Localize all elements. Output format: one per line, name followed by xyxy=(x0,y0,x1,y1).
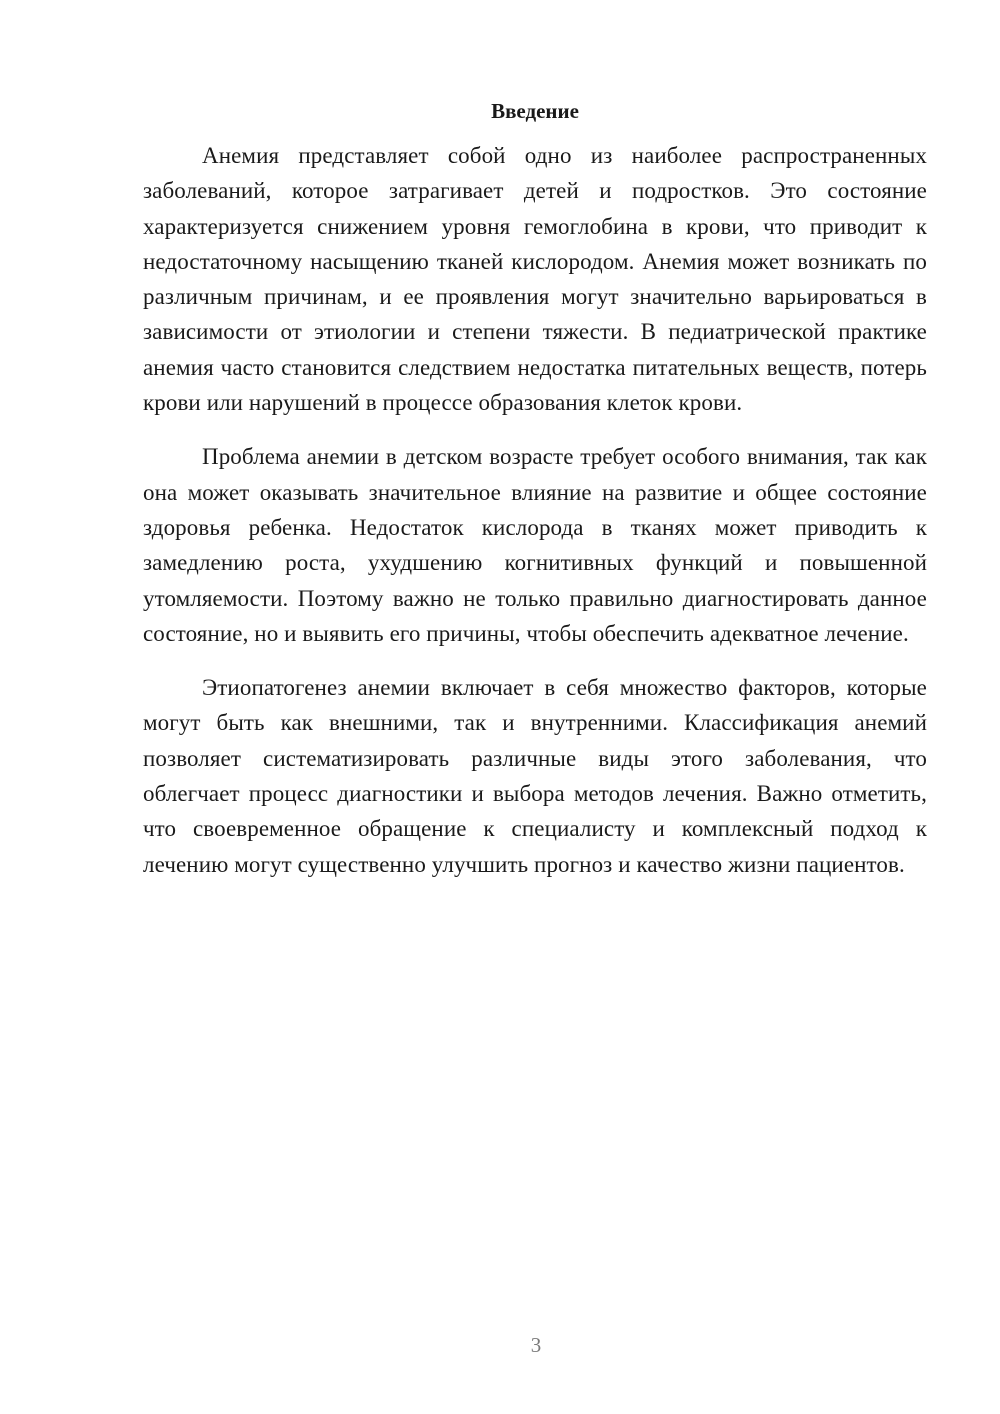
page-content xyxy=(143,94,927,901)
page-number: 3 xyxy=(530,1333,542,1357)
paragraph-2: Проблема анемии в детском возрасте требует особого внимания, так как она может оказывать значительное влияние на развитие и общее состояние здоровья ребенка. Недостаток кислорода в тканях может приводить к замедлению роста, ухудшению когнитивных функций и повышенной утомляемости. Поэтому важно не только правильно диагностировать данное состояние, но и выявить его причины, чтобы обеспечить адекватное лечение. xyxy=(143,444,927,646)
section-heading: Введение xyxy=(491,99,579,123)
paragraph-1: Анемия представляет собой одно из наиболее распространенных заболеваний, которое затрагивает детей и подростков. Это состояние характеризуется снижением уровня гемоглобина в крови, что приводит к недостаточному насыщению тканей кислородом. Анемия может возникать по различным причинам, и ее проявления могут значительно варьироваться в зависимости от этиологии и степени тяжести. В педиатрической практике анемия часто становится следствием недостатка питательных веществ, потерь крови или нарушений в процессе образования клеток крови. xyxy=(143,143,927,416)
paragraph-3: Этиопатогенез анемии включает в себя множество факторов, которые могут быть как внешними, так и внутренними. Классификация анемий позволяет систематизировать различные виды этого заболевания, что облегчает процесс диагностики и выбора методов лечения. Важно отметить, что своевременное обращение к специалисту и комплексный подход к лечению могут существенно улучшить прогноз и качество жизни пациентов. xyxy=(143,675,927,877)
